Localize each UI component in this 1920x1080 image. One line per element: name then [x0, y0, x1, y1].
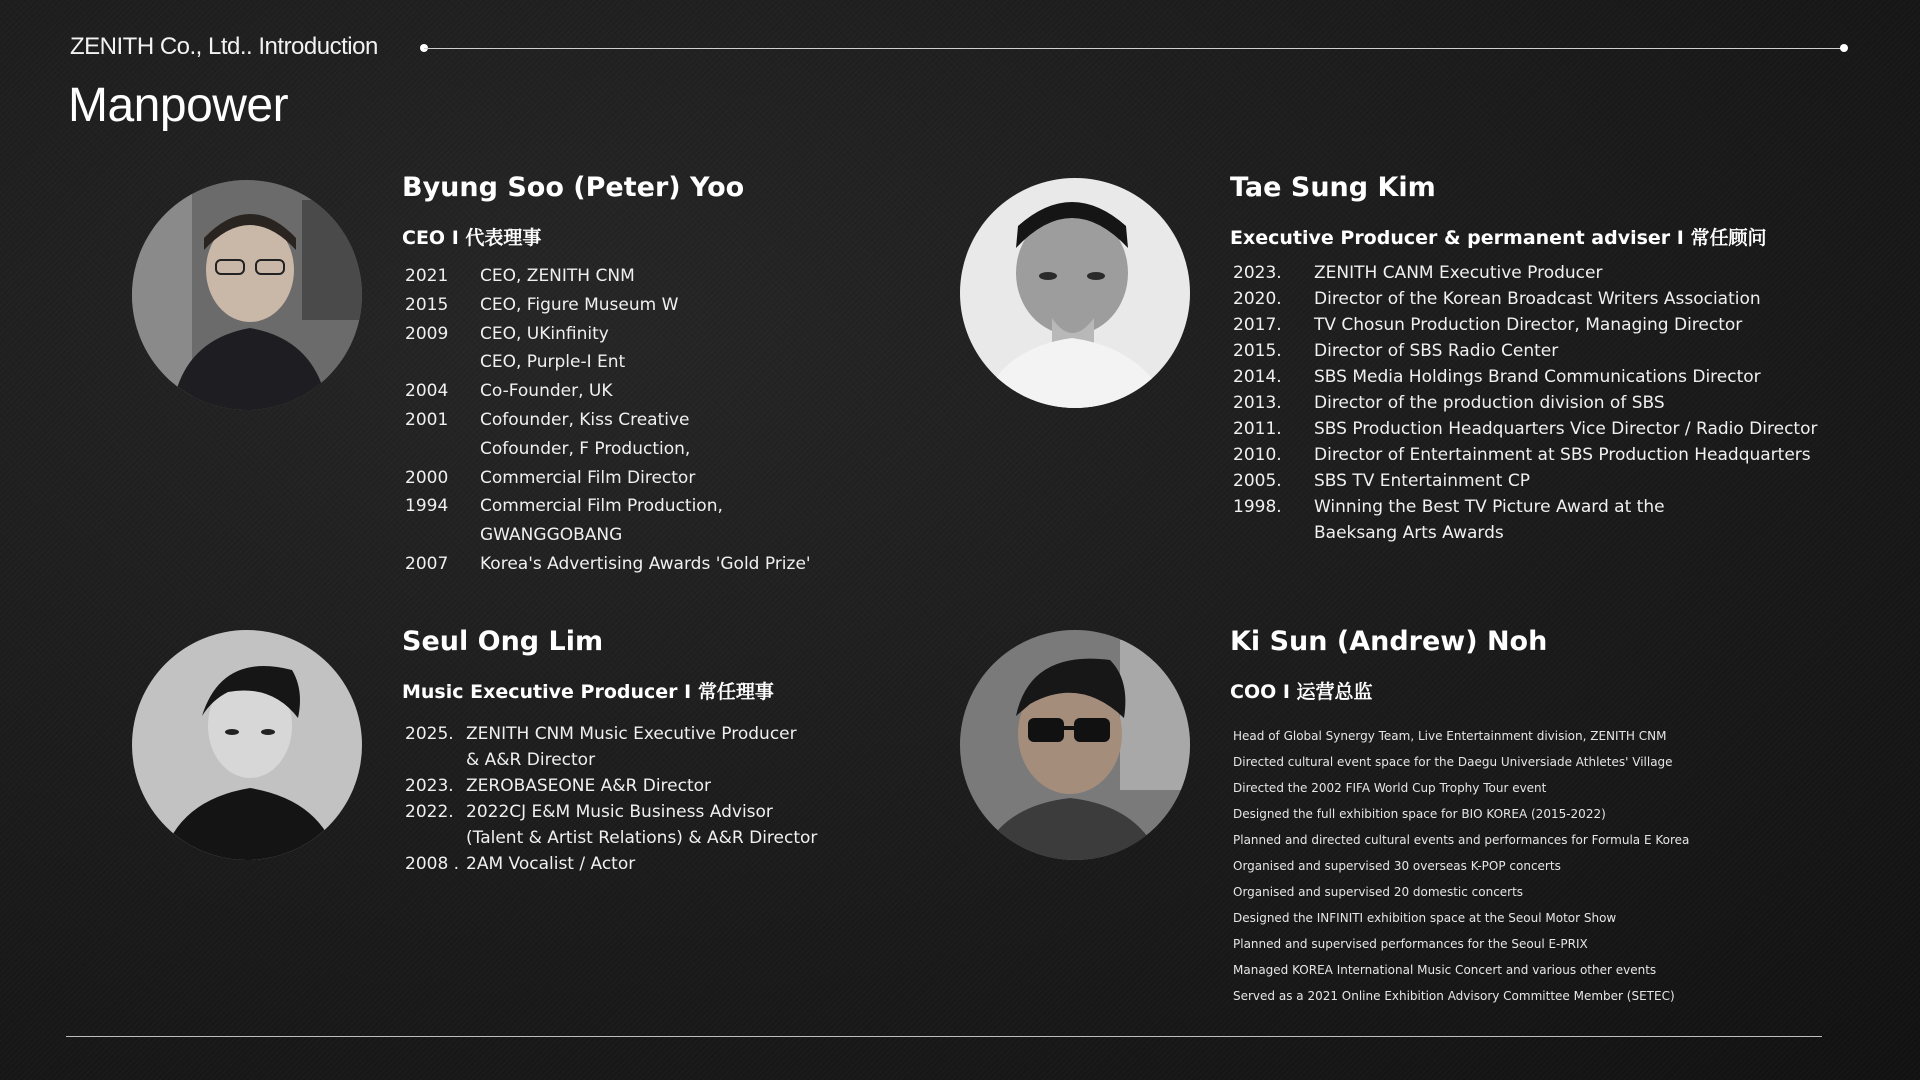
career-text: Directed the 2002 FIFA World Cup Trophy Tour event: [1233, 781, 1547, 795]
career-text: GWANGGOBANG: [480, 525, 623, 546]
career-item: [405, 851, 817, 877]
profile-photo-yoo: [132, 180, 362, 410]
career-year: 2001: [405, 409, 449, 430]
career-item: [405, 721, 817, 747]
career-text: Cofounder, F Production,: [480, 438, 691, 459]
career-year: [405, 435, 480, 464]
career-text: (Talent & Artist Relations) & A&R Director: [466, 828, 818, 848]
career-text: Baeksang Arts Awards: [1314, 523, 1504, 543]
career-text: Organised and supervised 20 domestic concerts: [1233, 885, 1524, 899]
profile-photo-lim: [132, 630, 362, 860]
profile-photo-kim: [960, 178, 1190, 408]
career-text: Commercial Film Production,: [480, 496, 723, 517]
profile-role-lim: Music Executive Producer I 常任理事: [402, 681, 774, 703]
career-list-kim: [1233, 260, 1817, 546]
career-item: [405, 492, 811, 521]
career-item: [1233, 801, 1689, 827]
career-item: [1233, 520, 1817, 546]
career-year: [405, 348, 480, 377]
career-year: 2017.: [1233, 315, 1282, 335]
career-item: [1233, 957, 1689, 983]
person-avatar-icon: [960, 178, 1190, 408]
career-text: Director of SBS Radio Center: [1314, 341, 1559, 361]
career-text: Designed the INFINITI exhibition space at the Seoul Motor Show: [1233, 911, 1617, 925]
career-text: Directed cultural event space for the Daegu Universiade Athletes' Village: [1233, 755, 1673, 769]
career-item: [1233, 931, 1689, 957]
company-header: ZENITH Co., Ltd.. Introduction: [70, 33, 378, 60]
career-list-lim: [405, 721, 817, 877]
career-text: SBS TV Entertainment CP: [1314, 471, 1530, 491]
career-item: [405, 521, 811, 550]
career-year: 2023.: [405, 776, 454, 796]
career-text: Director of Entertainment at SBS Production Headquarters: [1314, 445, 1811, 465]
career-text: SBS Media Holdings Brand Communications Director: [1314, 367, 1761, 387]
career-item: [405, 464, 811, 493]
career-item: [405, 773, 817, 799]
career-item: [405, 320, 811, 349]
header-divider: [424, 48, 1844, 49]
career-text: Co-Founder, UK: [480, 381, 613, 402]
career-text: 2022CJ E&M Music Business Advisor: [466, 802, 773, 822]
career-item: [405, 406, 811, 435]
career-text: Designed the full exhibition space for BIO KOREA (2015-2022): [1233, 807, 1606, 821]
profile-name-kim: Tae Sung Kim: [1230, 172, 1436, 203]
header-line-end-dot: [1840, 44, 1848, 52]
career-year: 1994: [405, 496, 449, 517]
career-item: [1233, 312, 1817, 338]
career-text: ZENITH CANM Executive Producer: [1314, 263, 1603, 283]
profile-name-noh: Ki Sun (Andrew) Noh: [1230, 626, 1548, 657]
career-item: [405, 550, 811, 579]
career-item: [405, 747, 817, 773]
person-avatar-icon: [132, 630, 362, 860]
career-item: [1233, 286, 1817, 312]
career-list-yoo: [405, 262, 811, 579]
career-year: 2008 .: [405, 854, 460, 874]
career-item: [1233, 416, 1817, 442]
career-item: [1233, 879, 1689, 905]
career-item: [405, 435, 811, 464]
career-text: CEO, ZENITH CNM: [480, 266, 635, 286]
career-item: [1233, 905, 1689, 931]
career-text: Planned and directed cultural events and performances for Formula E Korea: [1233, 833, 1690, 847]
career-year: 2015: [405, 294, 449, 315]
career-item: [1233, 853, 1689, 879]
career-item: [1233, 364, 1817, 390]
career-text: Served as a 2021 Online Exhibition Advisory Committee Member (SETEC): [1233, 989, 1675, 1003]
career-year: 2015.: [1233, 341, 1282, 361]
career-item: [1233, 723, 1689, 749]
career-text: Korea's Advertising Awards 'Gold Prize': [480, 553, 811, 574]
career-year: 2004: [405, 381, 449, 402]
career-text: ZENITH CNM Music Executive Producer: [466, 724, 797, 744]
career-item: [1233, 338, 1817, 364]
career-year: 2000: [405, 467, 449, 488]
career-year: 2009: [405, 323, 449, 344]
career-text: & A&R Director: [466, 750, 596, 770]
career-item: [405, 377, 811, 406]
career-text: CEO, UKinfinity: [480, 323, 609, 344]
career-item: [405, 825, 817, 851]
profile-photo-noh: [960, 630, 1190, 860]
career-year: 2013.: [1233, 393, 1282, 413]
career-year: 2025.: [405, 724, 454, 744]
career-text: ZEROBASEONE A&R Director: [466, 776, 712, 796]
career-year: [405, 521, 480, 550]
career-item: [1233, 983, 1689, 1009]
career-year: 2010.: [1233, 445, 1282, 465]
career-item: [1233, 827, 1689, 853]
career-list-noh: [1233, 723, 1689, 1009]
career-year: 2020.: [1233, 289, 1282, 309]
career-text: Planned and supervised performances for the Seoul E-PRIX: [1233, 937, 1588, 951]
career-year: [1233, 520, 1314, 546]
career-text: Director of the Korean Broadcast Writers Association: [1314, 289, 1761, 309]
footer-divider: [66, 1036, 1822, 1037]
career-year: 2014.: [1233, 367, 1282, 387]
career-text: 2AM Vocalist / Actor: [466, 854, 636, 874]
career-text: Winning the Best TV Picture Award at the: [1314, 497, 1665, 517]
profile-role-noh: COO I 运营总监: [1230, 681, 1373, 703]
career-text: TV Chosun Production Director, Managing Director: [1314, 315, 1743, 335]
career-text: SBS Production Headquarters Vice Director / Radio Director: [1314, 419, 1818, 439]
career-text: Cofounder, Kiss Creative: [480, 409, 690, 430]
profile-role-kim: Executive Producer & permanent adviser I 常任顾问: [1230, 227, 1767, 249]
person-avatar-icon: [960, 630, 1190, 860]
career-item: [1233, 390, 1817, 416]
career-year: 2023.: [1233, 263, 1282, 283]
career-item: [405, 262, 811, 291]
career-item: [405, 348, 811, 377]
career-text: Commercial Film Director: [480, 467, 696, 488]
career-text: Managed KOREA International Music Concert and various other events: [1233, 963, 1657, 977]
career-item: [1233, 260, 1817, 286]
career-item: [405, 799, 817, 825]
person-avatar-icon: [132, 180, 362, 410]
career-year: [405, 825, 466, 851]
career-year: 1998.: [1233, 497, 1282, 517]
career-year: 2011.: [1233, 419, 1282, 439]
career-item: [1233, 749, 1689, 775]
career-year: [405, 747, 466, 773]
career-text: Head of Global Synergy Team, Live Entertainment division, ZENITH CNM: [1233, 729, 1667, 743]
career-text: Organised and supervised 30 overseas K-POP concerts: [1233, 859, 1561, 873]
career-year: 2022.: [405, 802, 454, 822]
career-text: Director of the production division of SBS: [1314, 393, 1665, 413]
career-text: CEO, Figure Museum W: [480, 294, 679, 315]
career-item: [1233, 494, 1817, 520]
career-item: [405, 291, 811, 320]
career-text: CEO, Purple-I Ent: [480, 352, 626, 373]
page-title: Manpower: [68, 79, 289, 132]
profile-name-yoo: Byung Soo (Peter) Yoo: [402, 172, 745, 203]
career-year: 2021: [405, 266, 449, 286]
career-year: 2007: [405, 553, 449, 574]
career-year: 2005.: [1233, 471, 1282, 491]
career-item: [1233, 468, 1817, 494]
career-item: [1233, 775, 1689, 801]
profile-name-lim: Seul Ong Lim: [402, 626, 604, 657]
career-item: [1233, 442, 1817, 468]
profile-role-yoo: CEO I 代表理事: [402, 227, 542, 249]
